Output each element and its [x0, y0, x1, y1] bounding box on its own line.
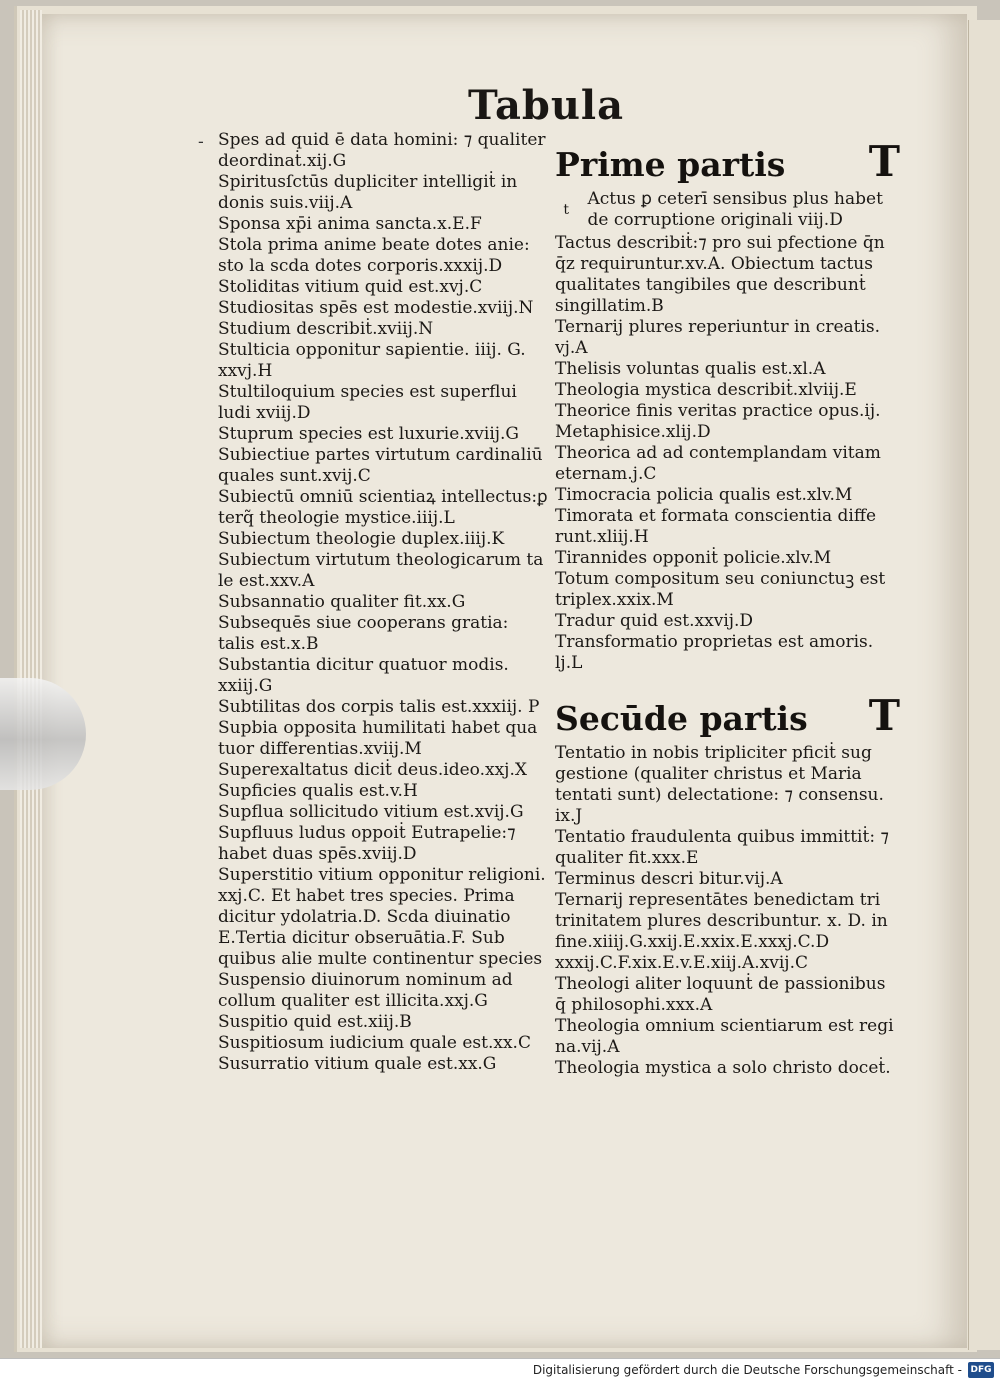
index-entry: Timorata et formata conscientia diffe runt.xliij.H: [555, 506, 876, 547]
index-entry: Spes ad quid ē data homini: ⁊ qualiter deordinaṫ.xij.G: [218, 130, 546, 171]
index-entry: Tentatio fraudulenta quibus immittiṫ: ⁊ qualiter fit.xxx.E: [555, 827, 889, 868]
index-column-left: [218, 130, 548, 1075]
index-entry: Tentatio in nobis tripliciter pficiṫ sug gestione (qualiter christus et Maria tentati sunt) delectatione: ⁊ consensu. ix.J: [555, 743, 884, 826]
index-entry: Studiositas spēs est modestie.xviij.N: [218, 298, 534, 318]
index-entry: Sponsa xp̄i anima sancta.x.E.F: [218, 214, 482, 234]
footer-bar: [0, 1358, 1000, 1382]
index-entry: Theologi aliter loquunṫ de passionibus q̄ philosophi.xxx.A: [555, 974, 886, 1015]
index-entry: Stoliditas vitium quid est.xvj.C: [218, 277, 483, 297]
entries-secunde-partis: [555, 743, 900, 1079]
index-entry: Terminus descri bitur.vij.A: [555, 869, 783, 889]
dfg-logo-icon: DFG: [968, 1362, 994, 1378]
intro-text: Actus ꝑ ceterī sensibus plus habet de corruptione originali viij.D: [587, 189, 883, 230]
intro-letter: t: [563, 201, 570, 218]
index-entry: Theologia mystica a solo christo doceṫ.: [555, 1058, 891, 1078]
initial-letter: T: [868, 691, 900, 740]
index-entry: Studium describiṫ.xviij.N: [218, 319, 434, 339]
index-entry: Tirannides opponiṫ policie.xlv.M: [555, 548, 832, 568]
index-entry: Susurratio vitium quale est.xx.G: [218, 1054, 497, 1074]
facing-page-edge: [968, 20, 1000, 1350]
index-entry: Supbia opposita humilitati habet qua tuor differentias.xviij.M: [218, 718, 538, 759]
section-title: Prime partis: [555, 145, 786, 184]
section-heading-secunde-partis: [555, 691, 900, 740]
index-entry: Subiectiue partes virtutum cardinaliū quales sunt.xvij.C: [218, 445, 543, 486]
index-entry: Subiectum virtutum theologicarum ta le est.xxv.A: [218, 550, 544, 591]
index-entry: Superexaltatus diciṫ deus.ideo.xxj.X: [218, 760, 527, 780]
index-entry: Theologia mystica describiṫ.xlviij.E: [555, 380, 857, 400]
section-title: Secūde partis: [555, 699, 808, 738]
page-title: Tabula: [468, 82, 625, 129]
index-entry: Subsequēs siue cooperans gratia: talis est.x.B: [218, 613, 509, 654]
index-entry: Stola prima anime beate dotes anie: sto la scda dotes corporis.xxxij.D: [218, 235, 530, 276]
index-entry: Stultiloquium species est superflui ludi xviij.D: [218, 382, 517, 423]
index-entry: Supfluus ludus oppoiṫ Eutrapelie:⁊ habet duas spēs.xviij.D: [218, 823, 516, 864]
index-entry: Superstitio vitium opponitur religioni. xxj.C. Et habet tres species. Prima dicitur ydolatria.D. Scda diuinatio E.Tertia dicitur obseruātia.F. Sub quibus alie multe continentur species: [218, 865, 546, 969]
index-entry: Tactus describiṫ:⁊ pro sui pfectione q̄n q̄z requiruntur.xv.A. Obiectum tactus qualitates tangibiles que describunṫ singillatim.B: [555, 233, 885, 316]
initial-letter: T: [868, 137, 900, 186]
index-entry: Subiectum theologie duplex.iiij.K: [218, 529, 505, 549]
entries-prime-partis: [555, 233, 900, 674]
index-entry: Ternarij representātes benedictam tri trinitatem plures describuntur. x. D. in fine.xiiij.G.xxij.E.xxix.E.xxxj.C.D xxxij.C.F.xix.E.v.E.xiij.A.xvij.C: [555, 890, 888, 973]
margin-mark: -: [198, 132, 204, 152]
index-entry: Theologia omnium scientiarum est regi na.vij.A: [555, 1016, 894, 1057]
index-entry: Timocracia policia qualis est.xlv.M: [555, 485, 853, 505]
index-entry: Theorica ad ad contemplandam vitam eternam.j.C: [555, 443, 881, 484]
index-column-right: [555, 138, 900, 1079]
index-entry: Suspensio diuinorum nominum ad collum qualiter est illicita.xxj.G: [218, 970, 513, 1011]
index-entry: Subsannatio qualiter fit.xx.G: [218, 592, 466, 612]
index-entry: Theorice finis veritas practice opus.ij. Metaphisice.xlij.D: [555, 401, 881, 442]
index-entry: Stuprum species est luxurie.xviij.G: [218, 424, 520, 444]
index-entry: Suspitio quid est.xiij.B: [218, 1012, 412, 1032]
section-heading-prime-partis: [555, 137, 900, 186]
index-entry: Stulticia opponitur sapientie. iiij. G. xxvj.H: [218, 340, 526, 381]
index-entry: Supficies qualis est.v.H: [218, 781, 418, 801]
index-entry: Transformatio proprietas est amoris. lj.L: [555, 632, 874, 673]
index-entry: Spiritusſctūs dupliciter intelligiṫ in donis suis.viij.A: [218, 172, 518, 213]
index-entry: Subiectū omniū scientiaꝝ intellectus:ꝑ terq̃ theologie mystice.iiij.L: [218, 487, 548, 528]
index-entry: Ternarij plures reperiuntur in creatis. vj.A: [555, 317, 881, 358]
index-entry: Totum compositum seu coniunctuꝫ est triplex.xxix.M: [555, 569, 886, 610]
index-entry: Tradur quid est.xxvij.D: [555, 611, 754, 631]
index-entry: Suspitiosum iudicium quale est.xx.C: [218, 1033, 531, 1053]
footer-credit: Digitalisierung gefördert durch die Deutsche Forschungsgemeinschaft -: [532, 1363, 962, 1377]
index-entry: Supflua sollicitudo vitium est.xvij.G: [218, 802, 524, 822]
index-entry: Subtilitas dos corpis talis est.xxxiij. P: [218, 697, 540, 717]
intro-entry: [555, 189, 900, 231]
index-entry: Thelisis voluntas qualis est.xl.A: [555, 359, 826, 379]
index-entry: Substantia dicitur quatuor modis. xxiij.G: [218, 655, 509, 696]
